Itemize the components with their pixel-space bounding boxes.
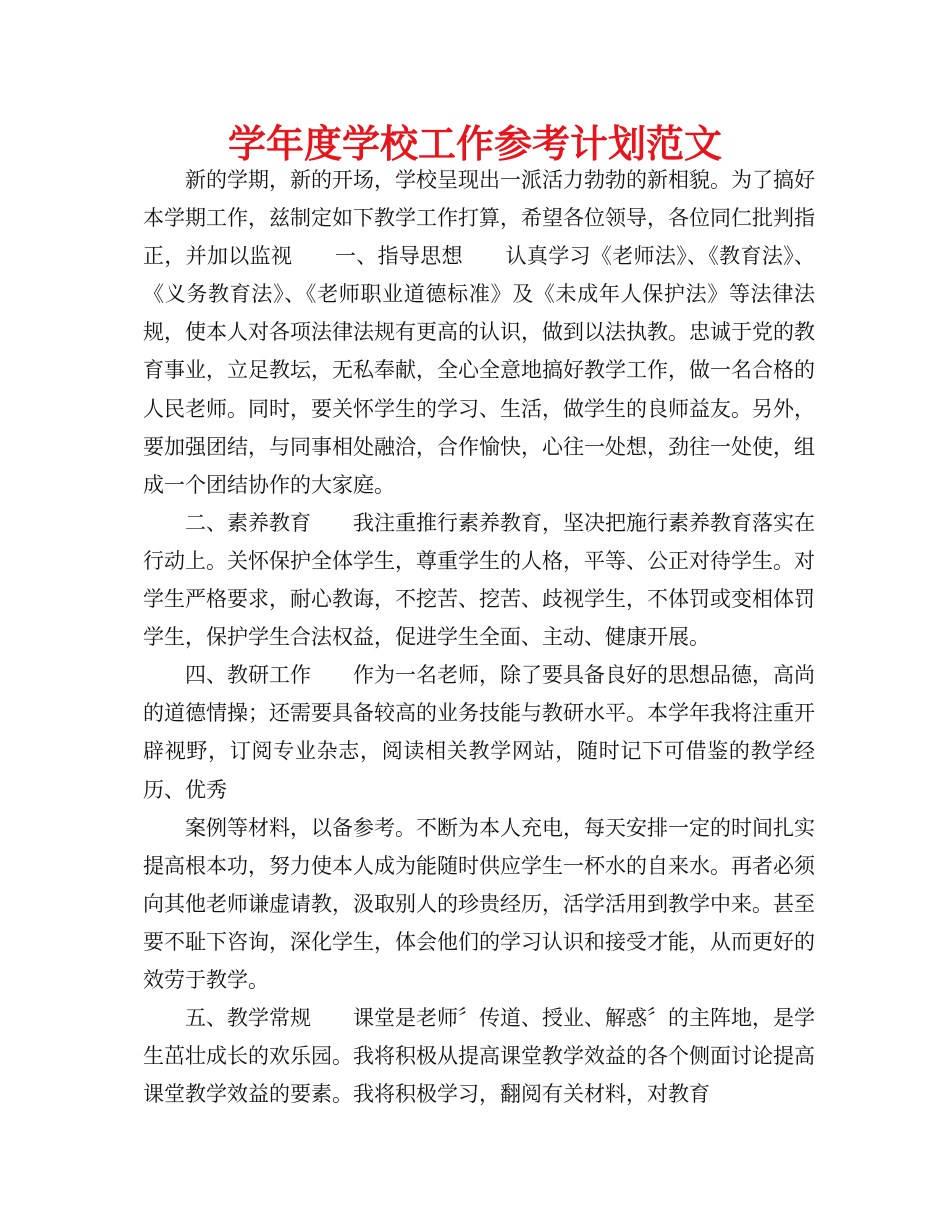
document-title: 学年度学校工作参考计划范文	[227, 121, 722, 166]
paragraph-case-materials: 案例等材料，以备参考。不断为本人充电，每天安排一定的时间扎实提高根本功，努力使本人成为能随时供应学生一杯水的自来水。再者必须向其他老师谦虚请教，汲取别人的珍贵经历，活学活用到教学中来。甚至要不耻下咨询，深化学生，体会他们的学习认识和接受才能，从而更好的效劳于教学。	[143, 815, 815, 992]
paragraph-teaching-research: 四、教研工作 作为一名老师，除了要具备良好的思想品德，高尚的道德情操；还需要具备较高的业务技能与教研水平。本学年我将注重开辟视野，订阅专业杂志，阅读相关教学网站，随时记下可借鉴的教学经历、优秀	[143, 663, 815, 802]
paragraph-teaching-routine: 五、教学常规 课堂是老师〞传道、授业、解惑〞的主阵地，是学生茁壮成长的欢乐园。我将积极从提高课堂教学效益的各个侧面讨论提高课堂教学效益的要素。我将积极学习，翻阅有关材料，对教育	[143, 1006, 815, 1107]
document-body	[143, 161, 815, 1113]
paragraph-quality-education: 二、素养教育 我注重推行素养教育，坚决把施行素养教育落实在行动上。关怀保护全体学生，尊重学生的人格，平等、公正对待学生。对学生严格要求，耐心教诲，不挖苦、挖苦、歧视学生，不体罚或变相体罚学生，保护学生合法权益，促进学生全面、主动、健康开展。	[143, 510, 815, 650]
paragraph-guiding-thought: 新的学期，新的开场，学校呈现出一派活力勃勃的新相貌。为了搞好本学期工作，兹制定如下教学工作打算，希望各位领导，各位同仁批判指正，并加以监视 一、指导思想 认真学习《老师法》、《教育法》、《义务教育法》、《老师职业道德标准》及《未成年人保护法》等法律法规，使本人对各项法律法规有更高的认识，做到以法执教。忠诚于党的教育事业，立足教坛，无私奉献，全心全意地搞好教学工作，做一名合格的人民老师。同时，要关怀学生的学习、生活，做学生的良师益友。另外，要加强团结，与同事相处融洽，合作愉快，心往一处想，劲往一处使，组成一个团结协作的大家庭。	[143, 168, 815, 497]
